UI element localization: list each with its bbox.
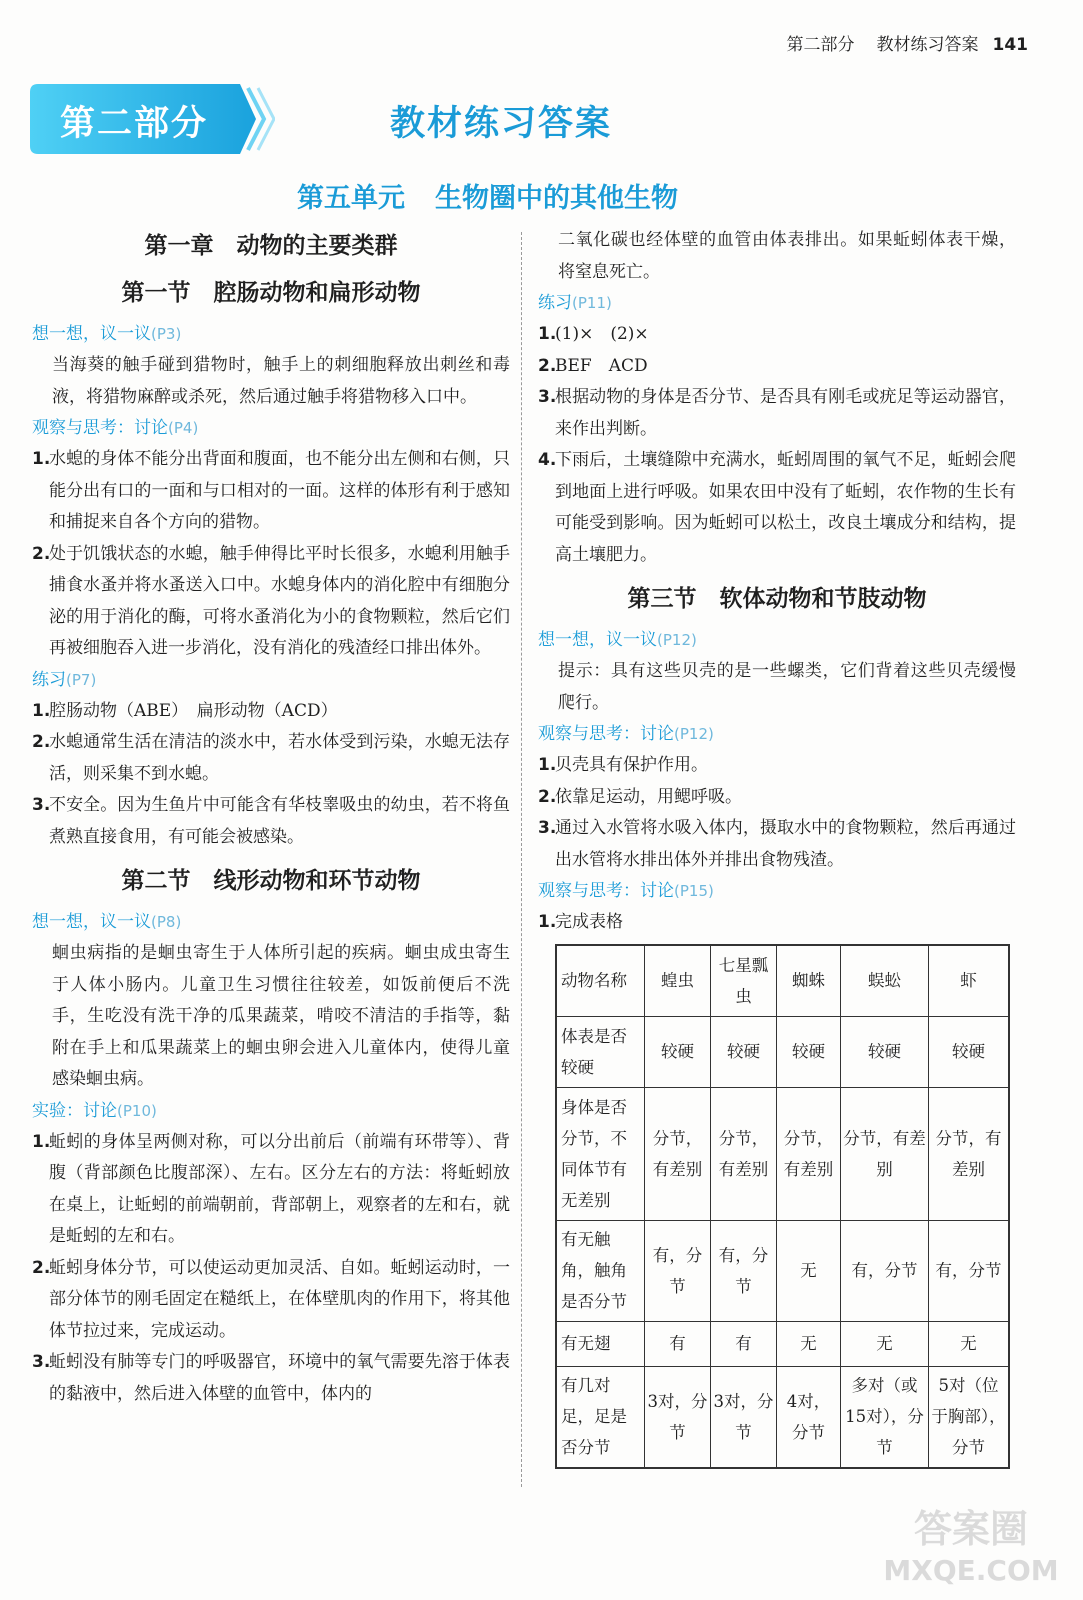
item-number: 1. [538,912,557,932]
item-text: 通过入水管将水吸入体内，摄取水中的食物颗粒，然后再通过出水管将水排出体外并排出食物残渣。 [555,818,1016,870]
list-item [538,351,1016,383]
table-cell: 无 [841,1321,929,1366]
item-number: 4. [538,450,557,470]
section3-number: 第三节 [627,586,697,612]
table-cell: 有无翅 [557,1321,645,1366]
item-text: BEF ACD [555,355,648,376]
chapter-title [32,227,510,265]
item-number: 1. [538,755,557,775]
list-item [538,782,1016,814]
section1-think-label [32,319,510,350]
label-text: 练习 [538,293,572,313]
section2-think-label [32,907,510,938]
label-text: 观察与思考：讨论 [538,881,674,901]
item-text: 蚯蚓的身体呈两侧对称，可以分出前后（前端有环带等）、背腹（背部颜色比腹部深）、左右。区分左右的方法：将蚯蚓放在桌上，让蚯蚓的前端朝前，背部朝上，观察者的左和右，就是蚯蚓的左和右。 [49,1131,510,1246]
section2-number: 第二节 [121,868,191,894]
item-text: 蚯蚓身体分节，可以使运动更加灵活、自如。蚯蚓运动时，一部分体节的刚毛固定在糙纸上，在体壁肌肉的作用下，将其他体节拉过来，完成运动。 [49,1257,510,1341]
table-cell: 分节，有差别 [777,1087,841,1220]
unit-name: 生物圈中的其他生物 [435,183,678,214]
section3-name: 软体动物和节肢动物 [719,586,927,612]
section1-name: 腔肠动物和扁形动物 [213,280,421,306]
table-cell: 有无触角，触角是否分节 [557,1220,645,1321]
table-cell: 多对（或15对），分节 [841,1366,929,1467]
table-cell: 七星瓢虫 [711,945,777,1016]
running-header [787,30,1029,55]
section3-think-label [538,625,1016,656]
table-cell: 无 [777,1220,841,1321]
table-cell: 5对（位于胸部），分节 [929,1366,1009,1467]
label-text: 想一想，议一议 [32,912,151,932]
list-item [32,727,510,790]
table-cell: 较硬 [645,1016,711,1087]
item-text: 水螅通常生活在清洁的淡水中，若水体受到污染，水螅无法存活，则采集不到水螅。 [49,732,510,784]
item-text: 腔肠动物（ABE） 扁形动物（ACD） [49,700,338,721]
item-text: 完成表格 [555,912,623,932]
label-text: 实验：讨论 [32,1100,117,1121]
list-item [32,1347,510,1410]
page-ref: (P12) [674,725,714,743]
item-number: 2. [538,355,557,376]
part-label: 第二部分 [60,104,209,144]
table-row [557,1220,1009,1321]
list-item [32,539,510,665]
chapter-name: 动物的主要类群 [236,233,398,259]
page-ref: (P8) [151,913,182,931]
table-cell: 4对，分节 [777,1366,841,1467]
item-text: 蚯蚓没有肺等专门的呼吸器官，环境中的氧气需要先溶于体表的黏液中，然后进入体壁的血管中，体内的 [49,1352,510,1404]
page-ref: (P11) [572,294,612,312]
list-item [32,444,510,539]
label-text: 观察与思考：讨论 [538,724,674,744]
section2-think-text: 蛔虫病指的是蛔虫寄生于人体所引起的疾病。蛔虫成虫寄生于人体小肠内。儿童卫生习惯往往较差，如饭前便后不洗手，生吃没有洗干净的瓜果蔬菜，啃咬不清洁的手指等，黏附在手上和瓜果蔬菜上的蛔虫卵会进入儿童体内，使得儿童感染蛔虫病。 [52,943,510,1089]
list-item [32,1127,510,1253]
table-cell: 较硬 [711,1016,777,1087]
list-item [538,382,1016,445]
page-ref: (P3) [151,325,182,343]
watermark-url: MXQE.COM [883,1554,1059,1587]
label-text: 想一想，议一议 [32,324,151,344]
right-column [538,225,1016,1468]
table-cell: 分节，有差别 [929,1087,1009,1220]
item-number: 1. [32,449,51,469]
item-text: 贝壳具有保护作用。 [555,755,708,775]
list-item [538,907,1016,939]
section2-title [32,859,510,903]
column-divider [521,232,522,1487]
table-cell: 3对，分节 [711,1366,777,1467]
label-text: 练习 [32,669,66,690]
table-cell: 有，分节 [929,1220,1009,1321]
item-number: 1. [538,324,557,344]
list-item [538,813,1016,876]
item-text: 不安全。因为生鱼片中可能含有华枝睾吸虫的幼虫，若不将鱼煮熟直接食用，有可能会被感染。 [49,795,510,847]
item-number: 2. [32,1257,51,1278]
list-item [538,445,1016,571]
page-number: 141 [992,35,1028,55]
item-number: 2. [538,786,557,807]
chapter-number: 第一章 [144,233,214,259]
table-cell: 蝗虫 [645,945,711,1016]
table-cell: 蜈蚣 [841,945,929,1016]
table-cell: 较硬 [841,1016,929,1087]
table-row [557,1087,1009,1220]
label-text: 观察与思考：讨论 [32,418,168,438]
section3-title [538,577,1016,621]
table-cell: 身体是否分节，不同体节有无差别 [557,1087,645,1220]
animal-comparison-table [556,945,1009,1468]
table-cell: 有，分节 [711,1220,777,1321]
header-part: 第二部分 [786,35,855,55]
item-text: 处于饥饿状态的水螅，触手伸得比平时长很多，水螅利用触手捕食水蚤并将水蚤送入口中。水螅身体内的消化腔中有细胞分泌的用于消化的酶，可将水蚤消化为小的食物颗粒，然后它们再被细胞吞入进一步消化，没有消化的残渣经口排出体外。 [49,543,510,658]
table-cell: 有，分节 [645,1220,711,1321]
section1-think-text: 当海葵的触手碰到猎物时，触手上的刺细胞释放出刺丝和毒液，将猎物麻醉或杀死，然后通过触手将猎物移入口中。 [52,355,510,407]
label-text: 想一想，议一议 [538,630,657,650]
table-cell: 分节，有差别 [841,1087,929,1220]
watermark-logo [876,1500,1066,1590]
section3-observe1-label [538,719,1016,750]
section1-number: 第一节 [121,280,191,306]
section3-observe2-label [538,876,1016,907]
table-cell: 较硬 [929,1016,1009,1087]
list-item [538,319,1016,351]
item-number: 3. [32,795,51,815]
page-title: 教材练习答案 [390,104,613,144]
table-cell: 动物名称 [557,945,645,1016]
table-row [557,1016,1009,1087]
section3-think-text: 提示：具有这些贝壳的是一些螺类，它们背着这些贝壳缓慢爬行。 [558,661,1016,713]
page-ref: (P15) [674,882,714,900]
table-cell: 虾 [929,945,1009,1016]
section2-name: 线形动物和环节动物 [213,868,421,894]
table-cell: 体表是否较硬 [557,1016,645,1087]
section1-exercise-label [32,665,510,696]
item-text: 下雨后，土壤缝隙中充满水，蚯蚓周围的氧气不足，蚯蚓会爬到地面上进行呼吸。如果农田中没有了蚯蚓，农作物的生长有可能受到影响。因为蚯蚓可以松土，改良土壤成分和结构，提高土壤肥力。 [555,450,1016,565]
table-row [557,1366,1009,1467]
experiment-continued-text: 二氧化碳也经体壁的血管由体表排出。如果蚯蚓体表干燥，将窒息死亡。 [558,230,1016,282]
unit-number: 第五单元 [297,183,405,214]
table-cell: 蜘蛛 [777,945,841,1016]
table-cell: 分节，有差别 [711,1087,777,1220]
table-cell: 有，分节 [841,1220,929,1321]
item-text: 依靠足运动，用鳃呼吸。 [555,786,742,807]
unit-title [297,176,708,215]
watermark-text: 答案圈 [913,1507,1029,1551]
item-number: 2. [32,543,51,564]
table-cell: 有 [645,1321,711,1366]
item-number: 3. [32,1352,51,1372]
table-cell: 无 [777,1321,841,1366]
item-number: 1. [32,1131,51,1152]
page-ref: (P7) [66,670,97,689]
header-section: 教材练习答案 [876,35,979,55]
section1-observe-label [32,413,510,444]
item-number: 1. [32,700,51,721]
item-text: (1)× (2)× [555,324,649,344]
table-cell: 较硬 [777,1016,841,1087]
table-cell: 有 [711,1321,777,1366]
left-column [32,225,510,1410]
section1-title [32,271,510,315]
list-item [32,696,510,728]
table-cell: 3对，分节 [645,1366,711,1467]
table-header-row [557,945,1009,1016]
section2-exercise-label [538,288,1016,319]
item-number: 3. [538,387,557,407]
section2-experiment-label [32,1096,510,1127]
page-ref: (P4) [168,419,199,437]
list-item [32,1253,510,1348]
item-number: 2. [32,732,51,752]
table-row [557,1321,1009,1366]
table-cell: 分节，有差别 [645,1087,711,1220]
page-ref: (P12) [657,631,697,649]
table-cell: 有几对足，足是否分节 [557,1366,645,1467]
page-ref: (P10) [117,1101,157,1120]
item-number: 3. [538,818,557,838]
list-item [538,750,1016,782]
table-cell: 无 [929,1321,1009,1366]
list-item [32,790,510,853]
item-text: 根据动物的身体是否分节、是否具有刚毛或疣足等运动器官，来作出判断。 [555,387,1016,439]
item-text: 水螅的身体不能分出背面和腹面，也不能分出左侧和右侧，只能分出有口的一面和与口相对的一面。这样的体形有利于感知和捕捉来自各个方向的猎物。 [49,449,510,532]
